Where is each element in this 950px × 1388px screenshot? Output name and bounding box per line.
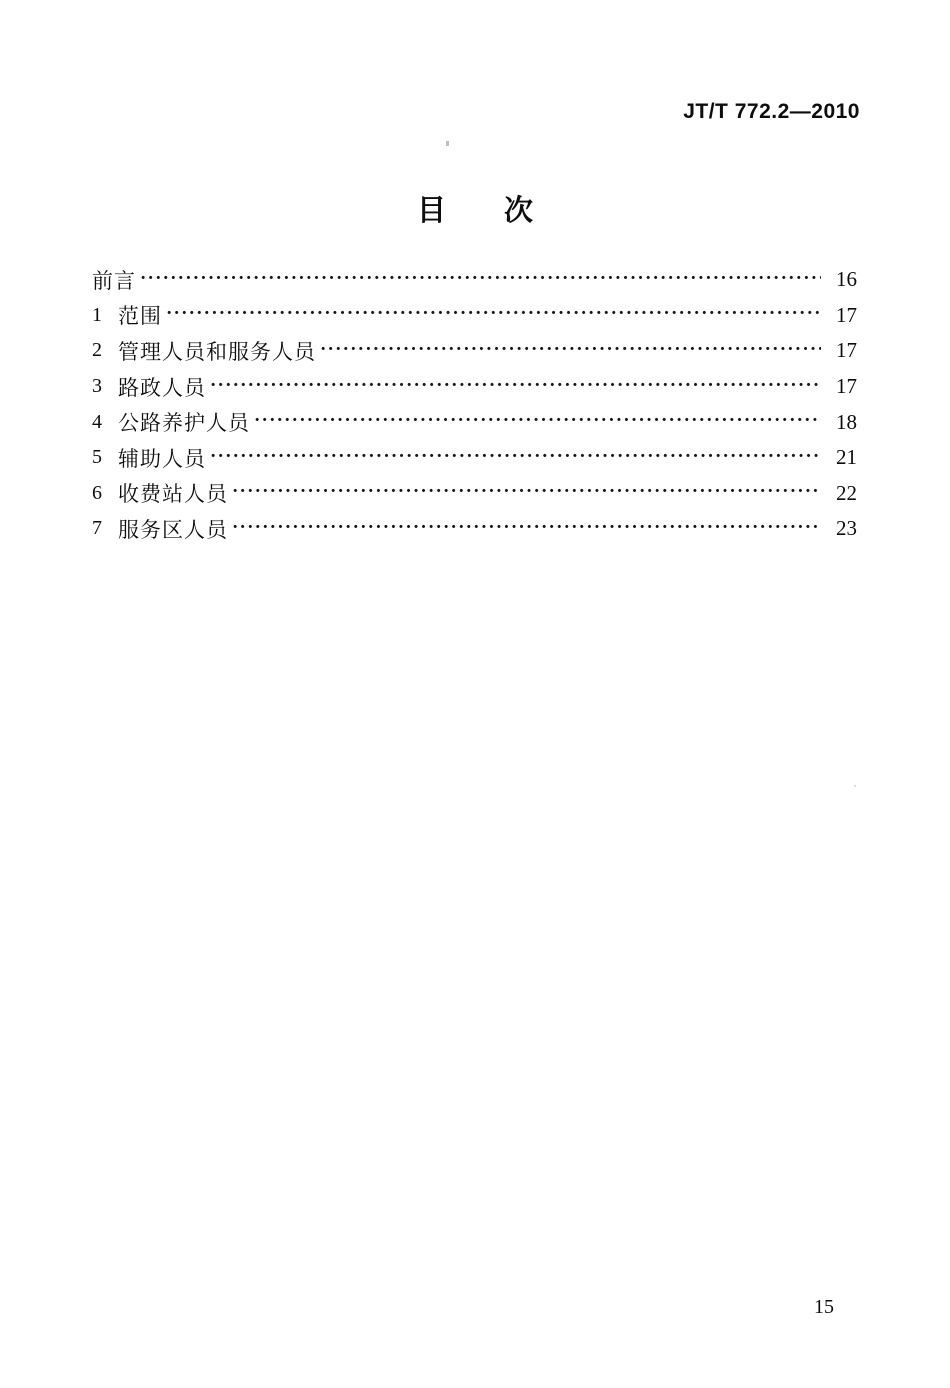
toc-entry <box>92 511 857 547</box>
dot-leader <box>232 517 821 541</box>
toc-entry <box>92 333 857 369</box>
toc-entry <box>92 262 857 298</box>
toc-entry-label: 路政人员 <box>118 375 206 400</box>
toc-entry-page: 23 <box>836 516 857 541</box>
scan-speckle <box>446 141 449 146</box>
toc-entry-label: 服务区人员 <box>118 517 228 542</box>
toc-entry-page: 21 <box>836 445 857 470</box>
toc-entry-page: 22 <box>836 480 857 505</box>
toc-entry-number: 6 <box>92 481 102 504</box>
toc-entry-label: 辅助人员 <box>118 446 206 471</box>
toc-entry-number: 4 <box>92 410 102 433</box>
folio-page-number: 15 <box>814 1296 834 1318</box>
toc-entry-page: 17 <box>836 338 857 363</box>
toc-entry <box>92 404 857 440</box>
toc-entry-label: 公路养护人员 <box>118 411 250 436</box>
dot-leader <box>210 446 821 470</box>
toc-entry-page: 16 <box>836 267 857 292</box>
scan-speckle <box>854 785 856 787</box>
toc-entry-number: 1 <box>92 303 102 326</box>
dot-leader <box>166 303 821 327</box>
page-title: 目 次 <box>416 195 533 227</box>
toc-entry-label: 管理人员和服务人员 <box>118 339 316 364</box>
toc-entry <box>92 369 857 405</box>
toc-entry-page: 18 <box>836 409 857 434</box>
toc-entry-page: 17 <box>836 374 857 399</box>
toc-list <box>92 262 857 547</box>
dot-leader <box>232 481 821 505</box>
dot-leader <box>320 339 821 363</box>
toc-entry-number: 7 <box>92 517 102 540</box>
toc-entry-number: 2 <box>92 339 102 362</box>
toc-entry-number: 5 <box>92 446 102 469</box>
toc-entry-label: 范围 <box>118 304 162 329</box>
toc-entry <box>92 440 857 476</box>
dot-leader <box>254 410 821 434</box>
toc-entry <box>92 476 857 512</box>
toc-entry <box>92 298 857 334</box>
toc-entry-number: 3 <box>92 375 102 398</box>
toc-entry-label: 前言 <box>92 268 136 293</box>
standard-number: JT/T 772.2—2010 <box>683 100 860 123</box>
toc-entry-label: 收费站人员 <box>118 482 228 507</box>
dot-leader <box>210 375 821 399</box>
toc-entry-page: 17 <box>836 302 857 327</box>
dot-leader <box>140 268 821 292</box>
